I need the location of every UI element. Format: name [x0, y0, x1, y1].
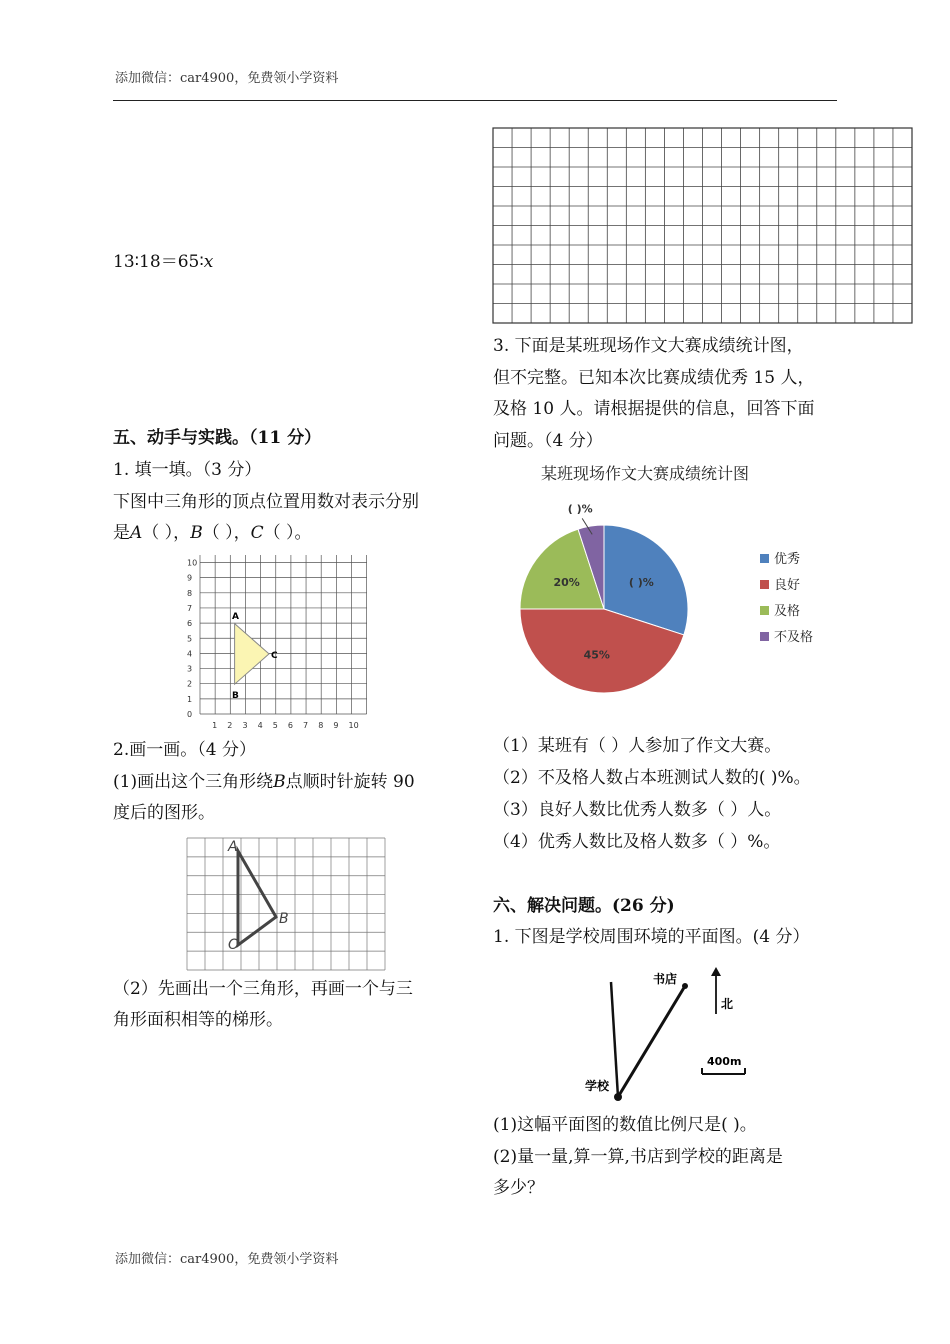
vertex-a-label: A — [130, 523, 143, 543]
x-tick-label: 7 — [303, 721, 309, 730]
point-c-label: C — [271, 651, 278, 661]
q3-line4: 问题。（4 分） — [493, 431, 603, 451]
x-tick-label: 10 — [348, 721, 359, 730]
x-tick-label: 6 — [287, 721, 293, 730]
page-footer: 添加微信：car4900，免费领小学资料 — [115, 1252, 339, 1267]
x-tick-label: 2 — [227, 721, 233, 730]
grid-label-o: O — [228, 937, 240, 953]
x-tick-label: 9 — [333, 721, 339, 730]
map-road — [611, 982, 618, 1097]
x-tick-label: 1 — [212, 721, 218, 730]
chart-title: 某班现场作文大赛成绩统计图 — [541, 464, 750, 483]
y-tick-label: 7 — [187, 603, 193, 613]
legend-label: 良好 — [774, 578, 801, 593]
q6-1-sub2-line1: (2)量一量,算一算,书店到学校的距离是 — [493, 1147, 783, 1167]
x-tick-label: 4 — [257, 721, 263, 730]
q5-2-sub2-line2: 角形面积相等的梯形。 — [113, 1010, 283, 1030]
map-route-line — [618, 986, 685, 1097]
x-tick-label: 8 — [318, 721, 324, 730]
point-b-ref: B — [273, 772, 286, 792]
slice-label: 20% — [553, 575, 580, 589]
q3-line3: 及格 10 人。请根据提供的信息，回答下面 — [493, 399, 815, 419]
q6-1-sub2-line2: 多少？ — [493, 1178, 544, 1198]
q3-line2: 但不完整。已知本次比赛成绩优秀 15 人， — [493, 368, 815, 388]
y-tick-label: 5 — [187, 634, 193, 644]
answer-grid — [492, 127, 913, 324]
q5-2-sub2-line1: （2）先画出一个三角形，再画一个与三 — [113, 979, 413, 999]
vertex-c-label: C — [250, 523, 264, 543]
rotation-grid — [186, 837, 386, 971]
y-tick-label: 6 — [187, 619, 193, 629]
answer-blank-a: （ ）， — [142, 523, 191, 543]
legend-label: 及格 — [774, 604, 801, 619]
y-tick-label: 8 — [187, 588, 193, 598]
ratio-equation — [113, 247, 213, 278]
point-a-label: A — [232, 612, 239, 622]
y-tick-label: 10 — [187, 558, 198, 568]
q5-2-title: 2.画一画。（4 分） — [113, 740, 256, 760]
vertex-b-label: B — [190, 523, 203, 543]
legend-swatch — [760, 580, 769, 589]
q5-1-title: 1. 填一填。（3 分） — [113, 460, 262, 480]
answer-blank-c: （ ）。 — [263, 523, 312, 543]
point-b-label: B — [232, 691, 239, 701]
y-tick-label: 4 — [187, 649, 193, 659]
bookstore-label: 书店 — [653, 972, 678, 986]
q5-1-line2 — [113, 518, 312, 549]
school-point — [614, 1093, 622, 1101]
q3-sub3: （3）良好人数比优秀人数多（ ）人。 — [493, 800, 782, 820]
school-map — [575, 962, 755, 1107]
legend-swatch — [760, 606, 769, 615]
grid-label-a: A — [228, 839, 238, 855]
header-divider — [113, 100, 837, 101]
text-span: (1)画出这个三角形绕 — [113, 772, 274, 792]
legend-swatch — [760, 632, 769, 641]
section5-title: 五、动手与实践。（11 分） — [113, 428, 322, 448]
answer-blank-b: （ ）， — [202, 523, 251, 543]
q3-sub2: （2）不及格人数占本班测试人数的( )%。 — [493, 768, 811, 788]
north-label: 北 — [721, 997, 734, 1011]
bookstore-point — [682, 983, 688, 989]
y-tick-label: 9 — [187, 573, 193, 583]
text-span: 点顺时针旋转 90 — [285, 772, 415, 792]
pie-chart — [505, 495, 845, 700]
triangle-aob — [238, 851, 276, 945]
y-tick-label: 2 — [187, 679, 193, 689]
section6-title: 六、解决问题。(26 分) — [493, 896, 675, 916]
q6-1-sub1: (1)这幅平面图的数值比例尺是( )。 — [493, 1115, 757, 1135]
x-tick-label: 5 — [272, 721, 278, 730]
q6-1-title: 1. 下图是学校周围环境的平面图。(4 分） — [493, 927, 810, 947]
q5-2-sub1-line1 — [113, 767, 415, 798]
q3-line1: 3. 下面是某班现场作文大赛成绩统计图， — [493, 336, 804, 356]
school-label: 学校 — [585, 1079, 610, 1093]
q5-1-line1: 下图中三角形的顶点位置用数对表示分别 — [113, 492, 419, 512]
x-tick-label: 3 — [242, 721, 248, 730]
ratio-unknown: x — [203, 252, 214, 272]
legend-swatch — [760, 554, 769, 563]
slice-label: ( )% — [567, 502, 593, 516]
scale-label: 400m — [707, 1055, 742, 1068]
y-tick-label: 1 — [187, 694, 193, 704]
text-span: 是 — [113, 523, 130, 543]
north-arrow-head — [711, 967, 721, 976]
legend-label: 优秀 — [774, 552, 801, 567]
page-header: 添加微信：car4900，免费领小学资料 — [115, 71, 339, 86]
q5-2-sub1-line2: 度后的图形。 — [113, 803, 215, 823]
triangle-abc — [235, 624, 269, 685]
y-tick-label: 0 — [187, 710, 193, 719]
q3-sub1: （1）某班有（ ）人参加了作文大赛。 — [493, 736, 782, 756]
ratio-equation-text: 13∶18＝65∶ — [113, 252, 204, 272]
y-tick-label: 3 — [187, 664, 193, 674]
legend-label: 不及格 — [774, 630, 814, 645]
q3-sub4: （4）优秀人数比及格人数多（ ）%。 — [493, 832, 781, 852]
grid-label-b: B — [279, 911, 289, 927]
coordinate-grid — [182, 555, 382, 735]
slice-label: 45% — [583, 648, 610, 662]
slice-label: ( )% — [628, 575, 654, 589]
